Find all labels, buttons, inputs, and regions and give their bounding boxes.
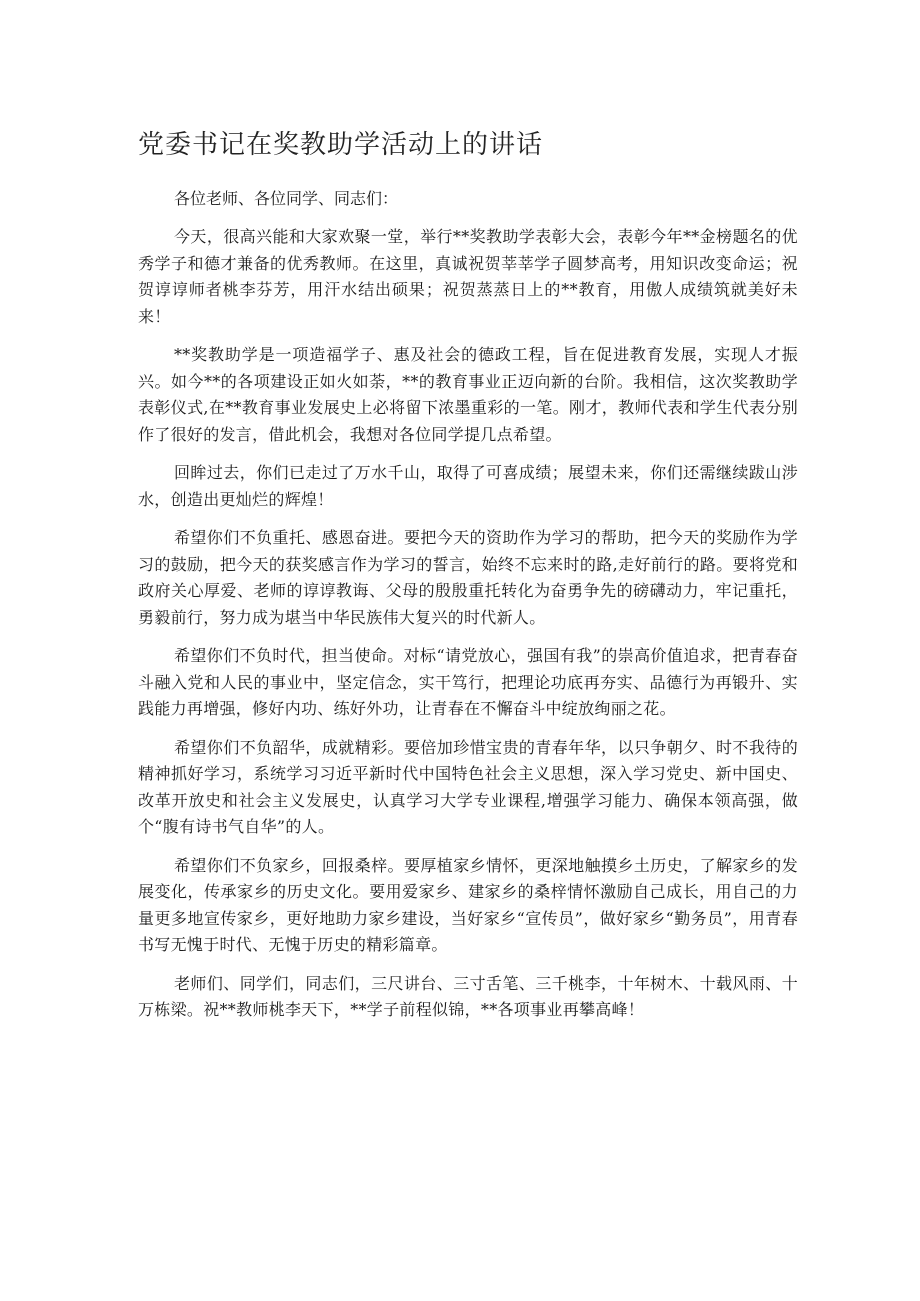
paragraph: 老师们、同学们，同志们，三尺讲台、三寸舌笔、三千桃李，十年树木、十载风雨、十万栋梁。祝**教师桃李天下，**学子前程似锦，**各项事业再攀高峰！	[138, 973, 798, 1019]
paragraph: **奖教助学是一项造福学子、惠及社会的德政工程，旨在促进教育发展，实现人才振兴。如今**的各项建设正如火如荼，**的教育事业正迈向新的台阶。我相信，这次奖教助学表彰仪式,在**教育事业发展史上必将留下浓墨重彩的一笔。刚才，教师代表和学生代表分别作了很好的发言，借此机会，我想对各位同学提几点希望。	[138, 345, 798, 444]
paragraph: 希望你们不负韶华，成就精彩。要倍加珍惜宝贵的青春年华，以只争朝夕、时不我待的精神抓好学习，系统学习习近平新时代中国特色社会主义思想，深入学习党史、新中国史、改革开放史和社会主义发展史，认真学习大学专业课程,增强学习能力、确保本领高强，做个“腹有诗书气自华”的人。	[138, 737, 798, 836]
paragraph: 今天，很高兴能和大家欢聚一堂，举行**奖教助学表彰大会，表彰今年**金榜题名的优秀学子和德才兼备的优秀教师。在这里，真诚祝贺莘莘学子圆梦高考，用知识改变命运；祝贺谆谆师者桃李芬芳，用汗水结出硕果；祝贺蒸蒸日上的**教育，用傲人成绩筑就美好未来！	[138, 227, 798, 326]
document-title: 党委书记在奖教助学活动上的讲话	[138, 130, 544, 160]
paragraph: 希望你们不负家乡，回报桑梓。要厚植家乡情怀，更深地触摸乡土历史，了解家乡的发展变化，传承家乡的历史文化。要用爱家乡、建家乡的桑梓情怀激励自己成长，用自己的力量更多地宣传家乡，更好地助力家乡建设，当好家乡“宣传员”，做好家乡“勤务员”，用青春书写无愧于时代、无愧于历史的精彩篇章。	[138, 855, 798, 954]
paragraph: 回眸过去，你们已走过了万水千山，取得了可喜成绩；展望未来，你们还需继续跋山涉水，创造出更灿烂的辉煌！	[138, 463, 798, 509]
paragraph: 希望你们不负时代，担当使命。对标“请党放心，强国有我”的崇高价值追求，把青春奋斗融入党和人民的事业中，坚定信念，实干笃行，把理论功底再夯实、品德行为再锻升、实践能力再增强，修好内功、练好外功，让青春在不懈奋斗中绽放绚丽之花。	[138, 646, 798, 718]
document-body	[138, 224, 798, 1036]
salutation: 各位老师、各位同学、同志们：	[174, 189, 399, 208]
paragraph: 希望你们不负重托、感恩奋进。要把今天的资助作为学习的帮助，把今天的奖励作为学习的鼓励，把今天的获奖感言作为学习的誓言，始终不忘来时的路,走好前行的路。要将党和政府关心厚爱、老师的谆谆教诲、父母的殷殷重托转化为奋勇争先的磅礴动力，牢记重托，勇毅前行，努力成为堪当中华民族伟大复兴的时代新人。	[138, 528, 798, 627]
